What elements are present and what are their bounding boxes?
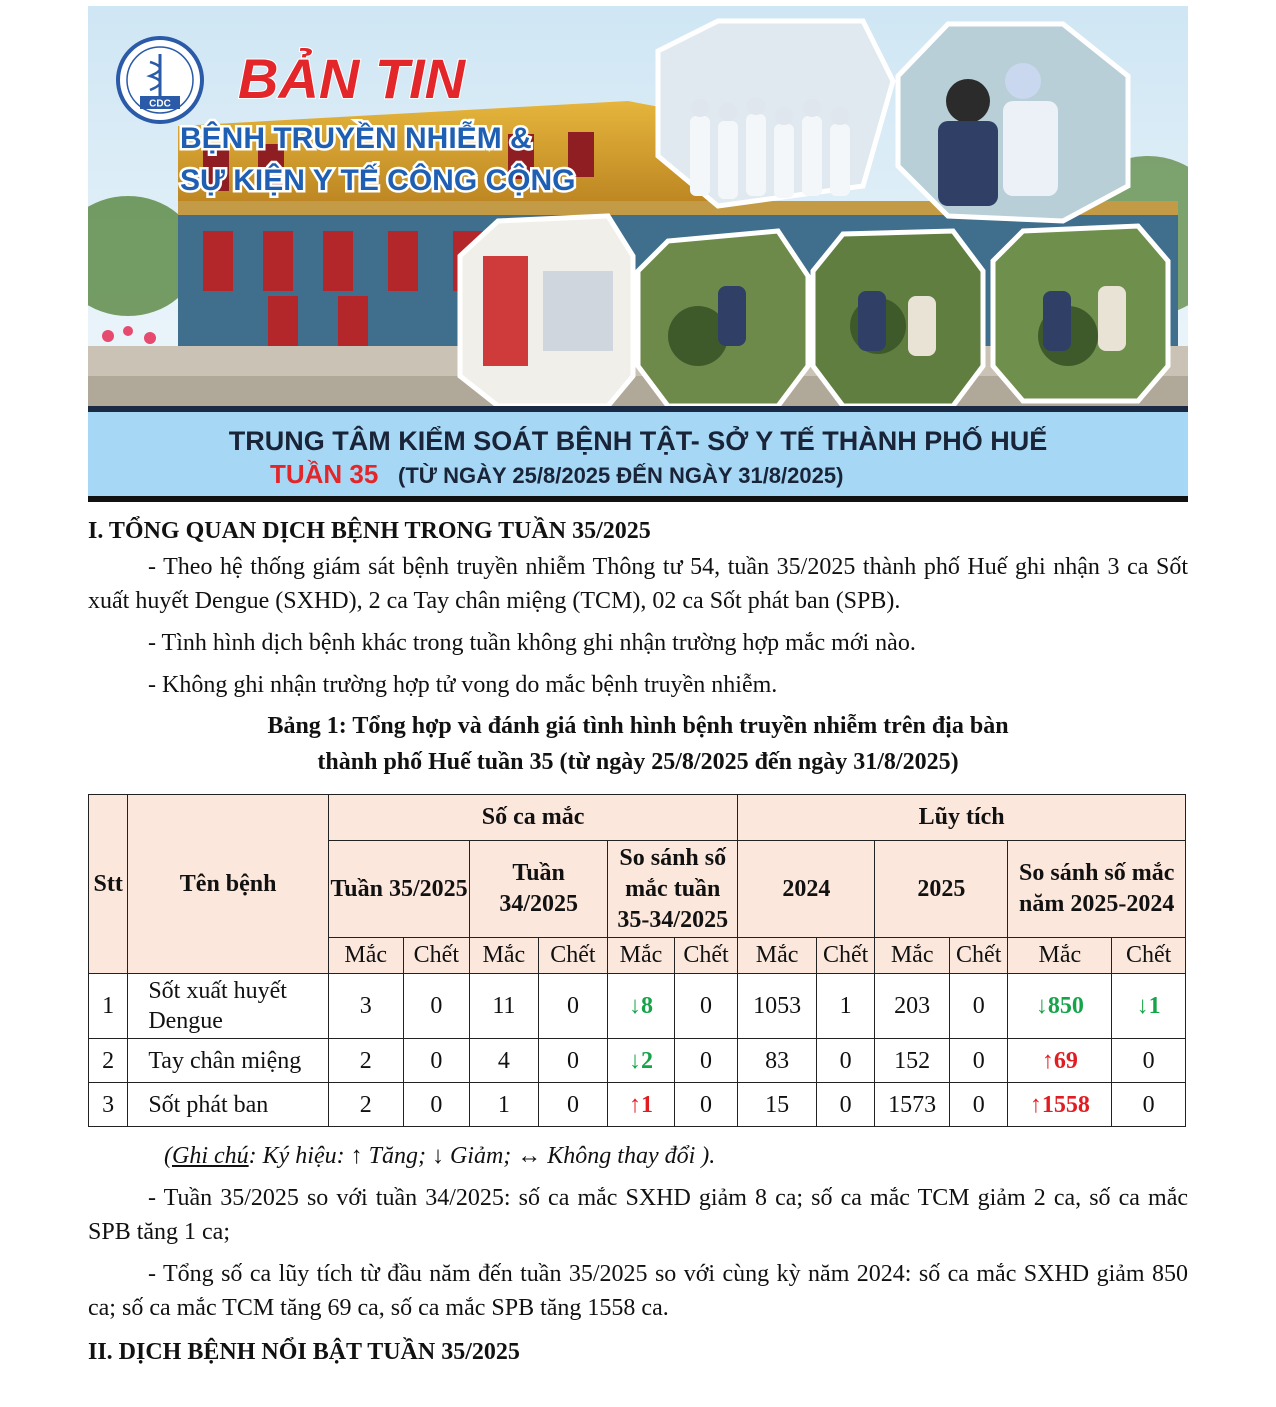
col-header-stt: Stt (89, 795, 128, 974)
table-cell: Sốt phát ban (128, 1083, 329, 1127)
banner-illustration (88, 6, 1188, 502)
table-cell: 83 (738, 1039, 817, 1083)
sub-header-chet: Chết (538, 938, 608, 974)
table-cell: ↓1 (1112, 974, 1186, 1039)
paragraph: - Tuần 35/2025 so với tuần 34/2025: số ca mắc SXHD giảm 8 ca; số ca mắc TCM giảm 2 ca, số ca mắc SPB tăng 1 ca; (88, 1185, 1188, 1245)
table-cell: 1 (816, 974, 874, 1039)
table-cell: 2 (328, 1083, 403, 1127)
sub-header-mac: Mắc (875, 938, 950, 974)
sub-header-mac: Mắc (608, 938, 675, 974)
sub-header-mac: Mắc (738, 938, 817, 974)
table-cell: 0 (538, 1083, 608, 1127)
table-cell: ↓8 (608, 974, 675, 1039)
table-cell: 1 (470, 1083, 539, 1127)
banner-subtitle-1: BỆNH TRUYỀN NHIỄM & (180, 122, 532, 155)
table-cell: 0 (674, 1039, 738, 1083)
table-cell: 0 (538, 974, 608, 1039)
table-cell: 0 (816, 1039, 874, 1083)
table-cell: 1 (89, 974, 128, 1039)
col-header-2025: 2025 (875, 841, 1008, 938)
table-cell: ↓850 (1008, 974, 1112, 1039)
table-cell: 152 (875, 1039, 950, 1083)
table-row (89, 1039, 1186, 1083)
table-cell: 0 (403, 974, 470, 1039)
table-cell: 3 (328, 974, 403, 1039)
banner-subtitle-2: SỰ KIỆN Y TẾ CÔNG CỘNG (180, 164, 576, 197)
table-cell: 4 (470, 1039, 539, 1083)
banner-range: (TỪ NGÀY 25/8/2025 ĐẾN NGÀY 31/8/2025) (398, 463, 844, 488)
table-cell: 0 (403, 1039, 470, 1083)
table-cell: 0 (1112, 1039, 1186, 1083)
col-header-compare-week: So sánh số mắc tuần 35-34/2025 (608, 841, 738, 938)
sub-header-mac: Mắc (328, 938, 403, 974)
table-cell: ↓2 (608, 1039, 675, 1083)
paragraph: - Theo hệ thống giám sát bệnh truyền nhiễm Thông tư 54, tuần 35/2025 thành phố Huế ghi nhận 3 ca Sốt xuất huyết Dengue (SXHD), 2 ca Tay chân miệng (TCM), 02 ca Sốt phát ban (SPB). (88, 554, 1188, 614)
sub-header-chet: Chết (949, 938, 1007, 974)
table-cell: ↑1 (608, 1083, 675, 1127)
table-cell: ↑1558 (1008, 1083, 1112, 1127)
banner-title: BẢN TIN (238, 47, 466, 110)
table-cell: 0 (403, 1083, 470, 1127)
table-cell: 0 (674, 1083, 738, 1127)
section-heading: I. TỔNG QUAN DỊCH BỆNH TRONG TUẦN 35/2025 (88, 518, 651, 544)
table-cell: 2 (89, 1039, 128, 1083)
table-cell: 0 (538, 1039, 608, 1083)
table-cell: 1573 (875, 1083, 950, 1127)
col-header-cases: Số ca mắc (328, 795, 737, 841)
sub-header-chet: Chết (403, 938, 470, 974)
banner-week: TUẦN 35 (270, 459, 379, 489)
table-cell: 0 (816, 1083, 874, 1127)
table-row (89, 974, 1186, 1039)
paragraph: - Tình hình dịch bệnh khác trong tuần không ghi nhận trường hợp mắc mới nào. (148, 630, 916, 656)
sub-header-chet: Chết (674, 938, 738, 974)
table-cell: 11 (470, 974, 539, 1039)
document-body (88, 512, 1188, 1371)
disease-table (88, 794, 1186, 1127)
table-cell: 1053 (738, 974, 817, 1039)
table-cell: 203 (875, 974, 950, 1039)
table-cell: 0 (674, 974, 738, 1039)
table-cell: 3 (89, 1083, 128, 1127)
col-header-week34: Tuần 34/2025 (470, 841, 608, 938)
sub-header-chet: Chết (816, 938, 874, 974)
col-header-cumulative: Lũy tích (738, 795, 1186, 841)
table-cell: ↑69 (1008, 1039, 1112, 1083)
sub-header-mac: Mắc (470, 938, 539, 974)
table-cell: 2 (328, 1039, 403, 1083)
col-header-2024: 2024 (738, 841, 875, 938)
svg-text:CDC: CDC (149, 98, 171, 110)
banner-org: TRUNG TÂM KIỂM SOÁT BỆNH TẬT- SỞ Y TẾ THÀNH PHỐ HUẾ (228, 426, 1048, 456)
table-cell: Sốt xuất huyết Dengue (128, 974, 329, 1039)
paragraph: - Tổng số ca lũy tích từ đầu năm đến tuần 35/2025 so với cùng kỳ năm 2024: số ca mắc SXHD giảm 850 ca; số ca mắc TCM tăng 69 ca, số ca mắc SPB tăng 1558 ca. (88, 1261, 1188, 1321)
table-cell: 0 (1112, 1083, 1186, 1127)
table-caption: Bảng 1: Tổng hợp và đánh giá tình hình bệnh truyền nhiễm trên địa bàn thành phố Huế tuần 35 (từ ngày 25/8/2025 đến ngày 31/8/2025) (267, 713, 1009, 775)
sub-header-mac: Mắc (1008, 938, 1112, 974)
col-header-name: Tên bệnh (128, 795, 329, 974)
table-row (89, 1083, 1186, 1127)
table-cell: 0 (949, 1039, 1007, 1083)
table-cell: Tay chân miệng (128, 1039, 329, 1083)
table-cell: 0 (949, 974, 1007, 1039)
cdc-logo-icon (118, 38, 202, 122)
header-banner (88, 6, 1188, 502)
sub-header-chet: Chết (1112, 938, 1186, 974)
section-heading: II. DỊCH BỆNH NỔI BẬT TUẦN 35/2025 (88, 1339, 520, 1365)
table-cell: 0 (949, 1083, 1007, 1127)
col-header-compare-year: So sánh số mắc năm 2025-2024 (1008, 841, 1186, 938)
table-note: (Ghi chú: Ký hiệu: ↑ Tăng; ↓ Giảm; ↔ Không thay đổi ). (164, 1143, 716, 1169)
table-cell: 15 (738, 1083, 817, 1127)
paragraph: - Không ghi nhận trường hợp tử vong do mắc bệnh truyền nhiễm. (148, 672, 778, 698)
col-header-week35: Tuần 35/2025 (328, 841, 469, 938)
